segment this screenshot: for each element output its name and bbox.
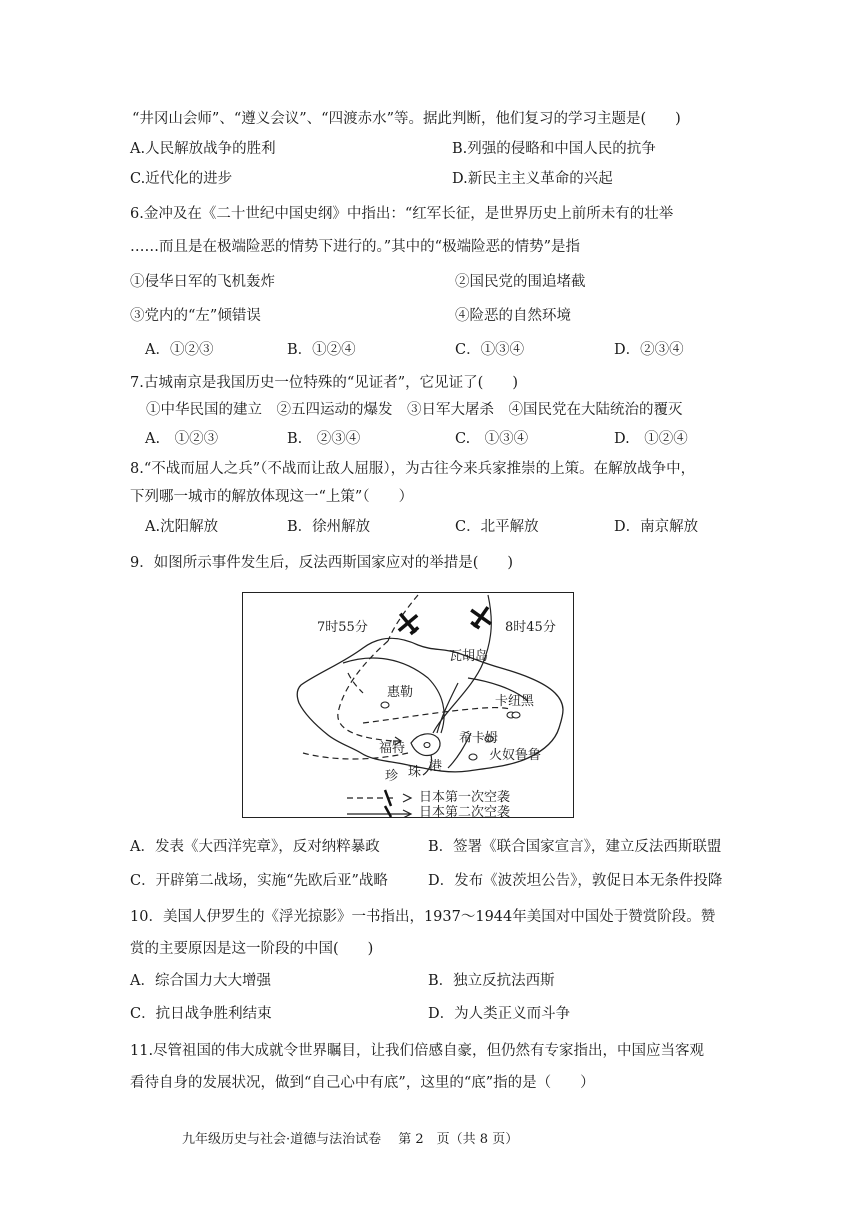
q6-option-b: B．①②④ [287, 342, 356, 358]
q5-option-c: C.近代化的进步 [130, 171, 233, 187]
q5-option-d: D.新民主主义革命的兴起 [452, 171, 613, 187]
q8-option-c: C．北平解放 [455, 519, 539, 535]
q6-item-2: ②国民党的围追堵截 [455, 274, 586, 290]
page-footer: 九年级历史与社会·道德与法治试卷 第 2 页（共 8 页） [182, 1132, 519, 1147]
q5-option-a: A.人民解放战争的胜利 [130, 141, 276, 157]
q7-items: ①中华民国的建立 ②五四运动的爆发 ③日军大屠杀 ④国民党在大陆统治的覆灭 [146, 402, 683, 418]
q10-option-d: D．为人类正义而斗争 [428, 1006, 571, 1022]
q5-option-b: B.列强的侵略和中国人民的抗争 [452, 141, 656, 157]
map-legend-first: 日本第一次空袭 [419, 790, 511, 805]
q9-option-a: A．发表《大西洋宪章》，反对纳粹暴政 [130, 839, 380, 855]
map-label-honolulu: 火奴鲁鲁 [489, 748, 542, 763]
map-label-pearl-2: 珠 [408, 765, 422, 780]
q7-option-a: A. ①②③ [145, 431, 219, 447]
map-legend-second: 日本第二次空袭 [419, 805, 511, 820]
q9-option-b: B．签署《联合国家宣言》，建立反法西斯联盟 [428, 839, 722, 855]
q8-option-a: A.沈阳解放 [145, 519, 219, 535]
q9-stem: 9．如图所示事件发生后，反法西斯国家应对的举措是( ) [130, 555, 514, 571]
map-label-pearl-1: 珍 [385, 769, 399, 784]
q9-option-d: D．发布《波茨坦公告》，敦促日本无条件投降 [428, 873, 723, 889]
q6-option-a: A．①②③ [145, 342, 214, 358]
q11-stem-line1: 11.尽管祖国的伟大成就令世界瞩目，让我们倍感自豪，但仍然有专家指出，中国应当客观 [130, 1043, 705, 1059]
map-label-wheeler: 惠勒 [387, 685, 414, 700]
map-label-pearl-3: 港 [429, 759, 443, 774]
q8-option-b: B．徐州解放 [287, 519, 371, 535]
q7-stem: 7.古城南京是我国历史一位特殊的“见证者”，它见证了( ) [130, 375, 518, 391]
q10-option-a: A．综合国力大大增强 [130, 973, 271, 989]
pearl-harbor-map [242, 592, 574, 818]
q10-stem-line1: 10．美国人伊罗生的《浮光掠影》一书指出，1937～1944年美国对中国处于赞赏阶段。赞 [130, 909, 716, 925]
q8-option-d: D．南京解放 [614, 519, 699, 535]
q6-option-c: C．①③④ [455, 342, 525, 358]
map-label-ford: 福特 [379, 741, 406, 756]
q6-item-4: ④险恶的自然环境 [455, 308, 571, 324]
map-label-oahu: 瓦胡岛 [449, 649, 489, 664]
q11-stem-line2: 看待自身的发展状况，做到“自己心中有底”，这里的“底”指的是（ ） [130, 1075, 595, 1091]
map-time-first: 7时55分 [317, 620, 368, 635]
q5-stem: “井冈山会师”、“遵义会议”、“四渡赤水”等。据此判断，他们复习的学习主题是( ) [132, 111, 681, 127]
q7-option-b: B. ②③④ [287, 431, 361, 447]
q6-option-d: D．②③④ [614, 342, 684, 358]
q8-stem-line1: 8.“不战而屈人之兵”（不战而让敌人屈服），为古往今来兵家推崇的上策。在解放战争中， [130, 461, 696, 477]
q8-stem-line2: 下列哪一城市的解放体现这一“上策”（ ） [130, 489, 414, 505]
map-label-hickam: 希卡姆 [459, 731, 499, 746]
q10-stem-line2: 赏的主要原因是这一阶段的中国( ) [130, 941, 374, 957]
q6-stem-line2: ……而且是在极端险恶的情势下进行的。”其中的“极端险恶的情势”是指 [130, 239, 580, 255]
q7-option-d: D. ①②④ [614, 431, 688, 447]
q7-option-c: C. ①③④ [455, 431, 529, 447]
q9-option-c: C．开辟第二战场，实施“先欧后亚”战略 [130, 873, 388, 889]
map-time-second: 8时45分 [505, 620, 556, 635]
q10-option-c: C．抗日战争胜利结束 [130, 1006, 272, 1022]
q6-stem-line1: 6.金冲及在《二十世纪中国史纲》中指出：“红军长征，是世界历史上前所未有的壮举 [130, 206, 674, 222]
map-label-kaneohe: 卡纽黑 [495, 694, 535, 709]
q6-item-3: ③党内的“左”倾错误 [130, 308, 261, 324]
q6-item-1: ①侵华日军的飞机轰炸 [130, 274, 275, 290]
q10-option-b: B．独立反抗法西斯 [428, 973, 555, 989]
